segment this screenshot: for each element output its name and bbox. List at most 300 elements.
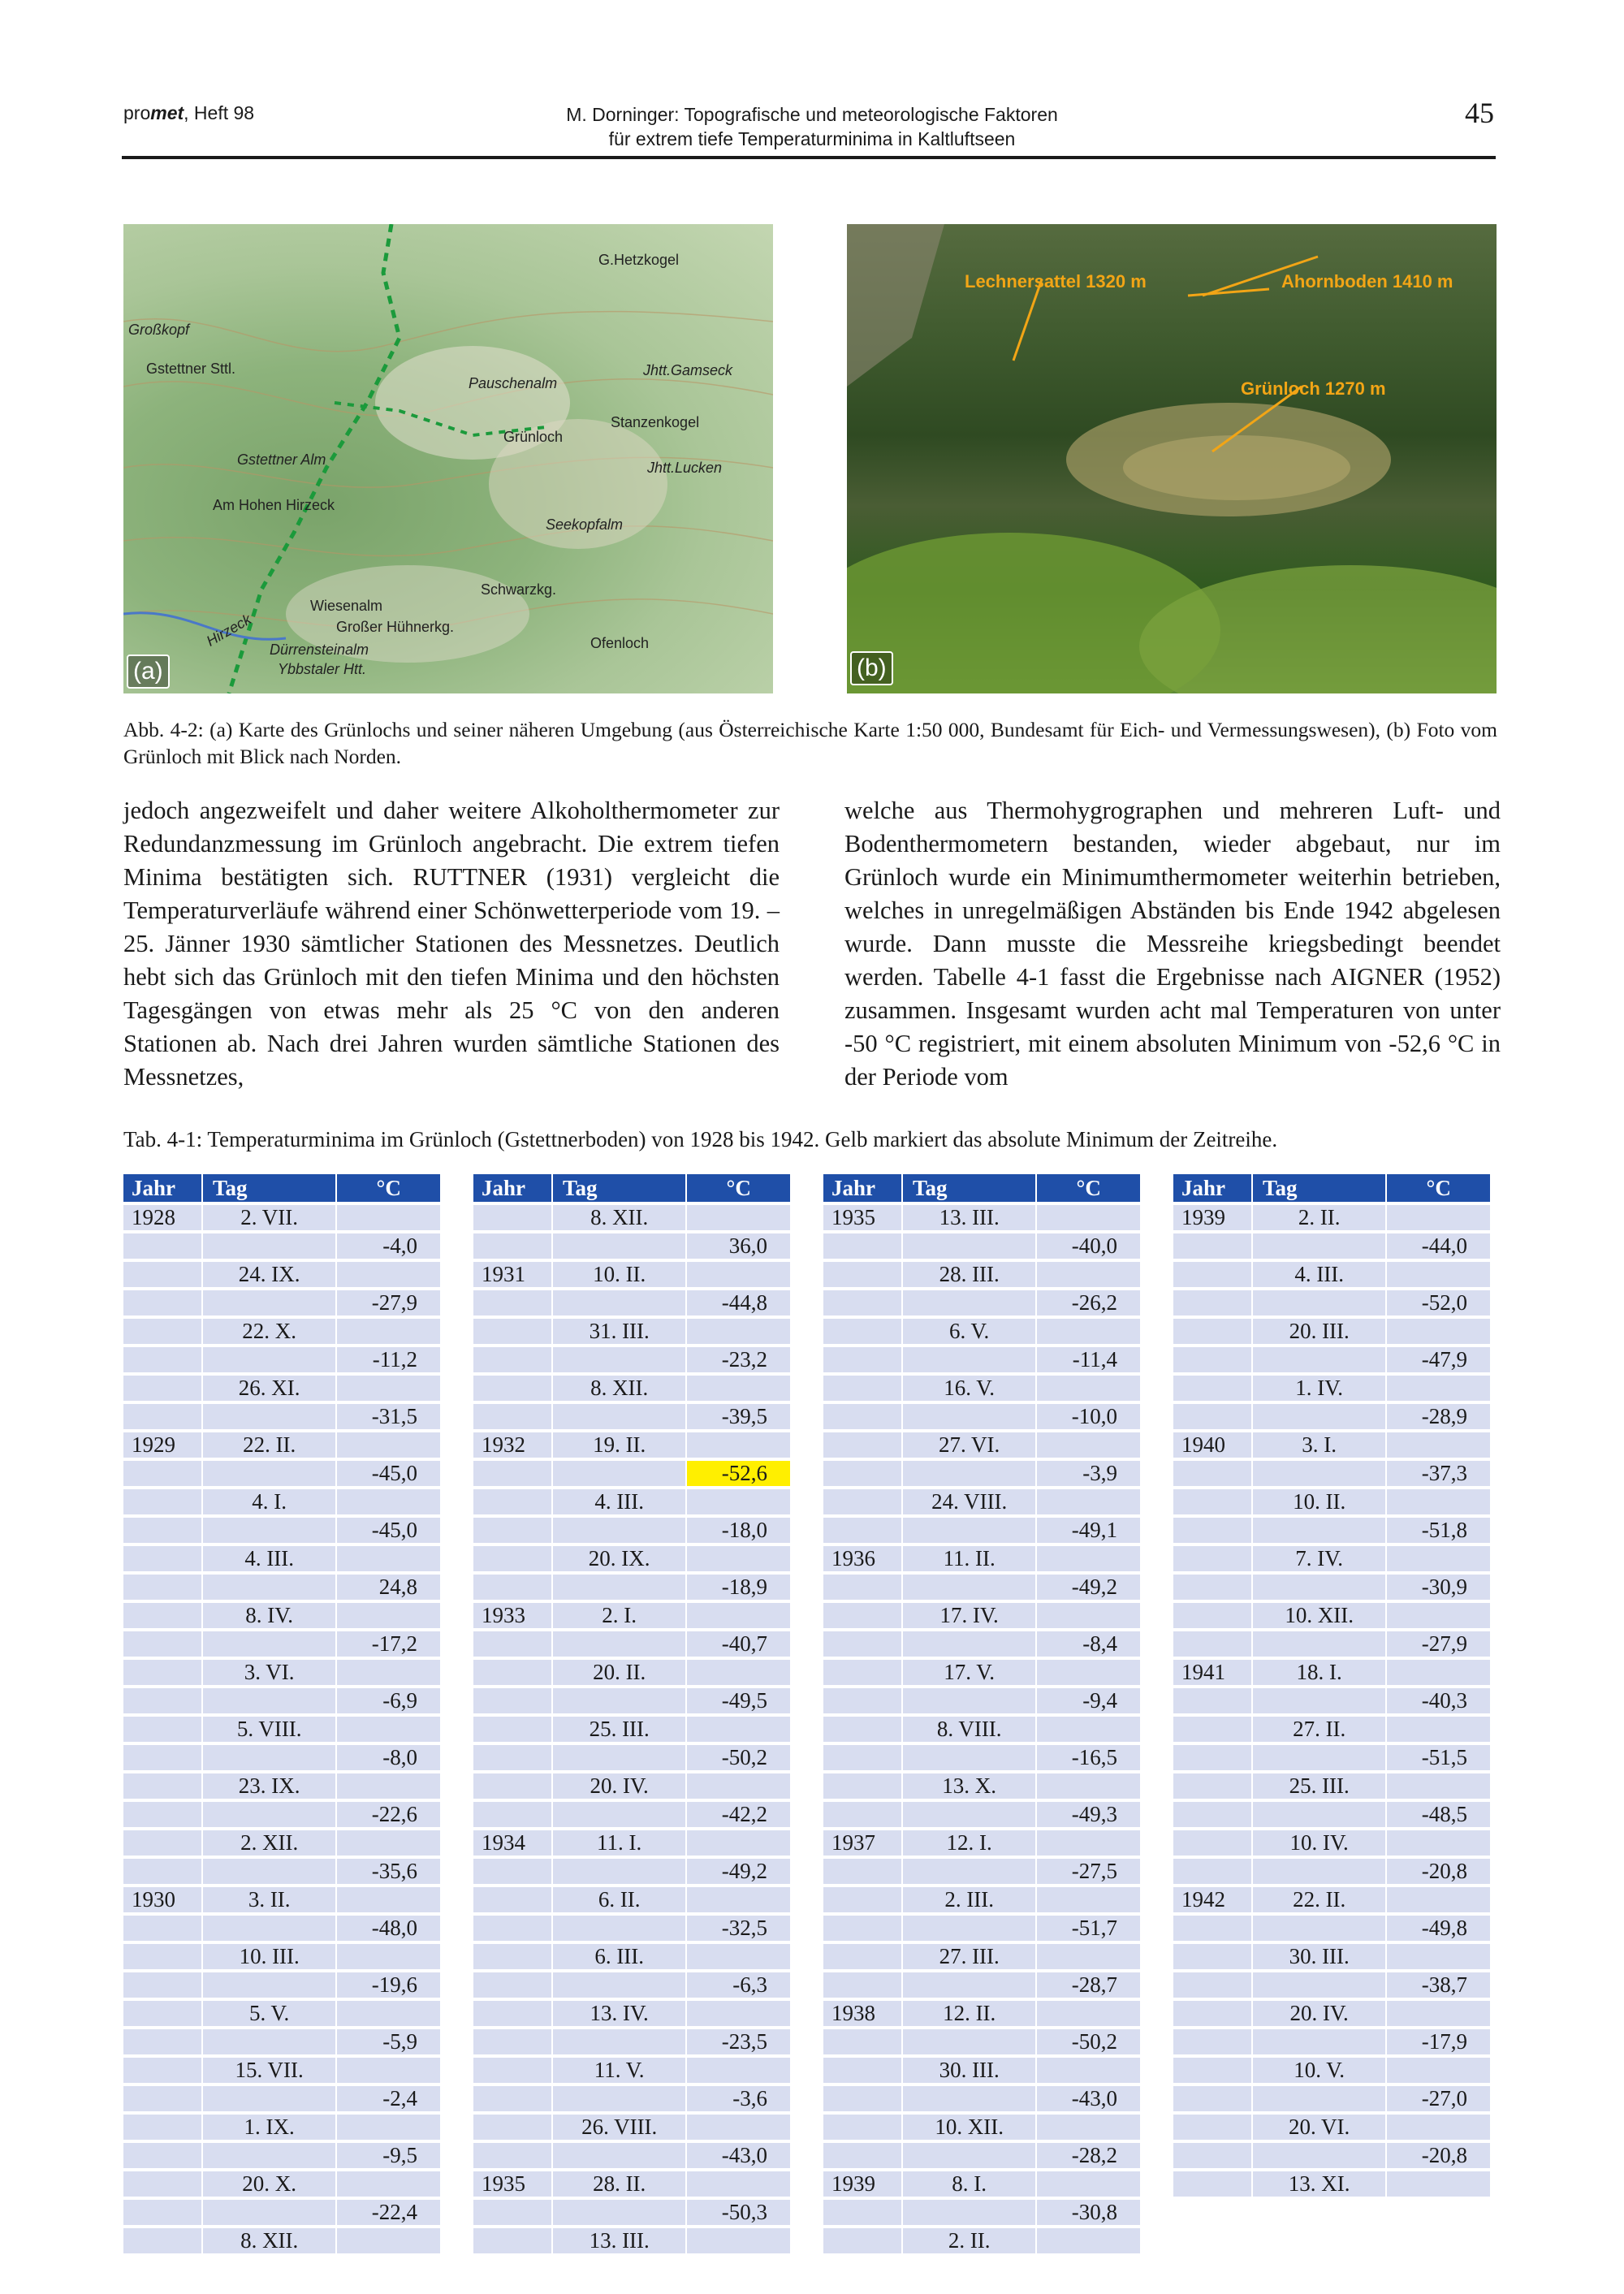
table-row: [123, 1830, 440, 1856]
cell-celsius: [1037, 1717, 1140, 1742]
cell-jahr: [123, 2115, 203, 2140]
table-row: [1173, 1546, 1490, 1571]
cell-celsius: -17,9: [1387, 2029, 1490, 2054]
cell-jahr: [823, 1376, 903, 1401]
cell-tag: [1253, 1575, 1387, 1600]
cell-celsius: [337, 1830, 440, 1856]
table-row: [473, 2001, 790, 2026]
table-caption: Tab. 4-1: Temperaturminima im Grünloch (Gstettnerboden) von 1928 bis 1942. Gelb markiert das absolute Minimum der Zeitreihe.: [123, 1127, 1278, 1151]
cell-jahr: [1173, 1518, 1253, 1543]
cell-tag: [1253, 1518, 1387, 1543]
table-row: [1173, 1518, 1490, 1543]
table-row: [823, 1233, 1140, 1259]
cell-jahr: [123, 1233, 203, 1259]
cell-jahr: [123, 1546, 203, 1571]
cell-jahr: [123, 1916, 203, 1941]
table-row: [123, 1233, 440, 1259]
cell-jahr: [473, 2086, 553, 2111]
table-row: [473, 2086, 790, 2111]
temperature-table-4: [1173, 1171, 1490, 2200]
table-row: [823, 2171, 1140, 2197]
cell-jahr: [473, 1802, 553, 1827]
cell-celsius: [337, 1660, 440, 1685]
cell-celsius: [337, 2058, 440, 2083]
map-place-14: Ofenloch: [590, 635, 650, 651]
cell-jahr: [123, 1660, 203, 1685]
cell-celsius: -28,9: [1387, 1404, 1490, 1429]
cell-celsius: -43,0: [1037, 2086, 1140, 2111]
cell-tag: [903, 2143, 1037, 2168]
table-row: [473, 1432, 790, 1458]
cell-celsius: [337, 1887, 440, 1912]
cell-tag: 22. II.: [1253, 1887, 1387, 1912]
cell-tag: 4. I.: [203, 1489, 337, 1514]
cell-celsius: [687, 1773, 790, 1799]
cell-celsius: [1387, 1830, 1490, 1856]
cell-jahr: [1173, 1575, 1253, 1600]
cell-tag: [903, 1233, 1037, 1259]
cell-celsius: [1387, 2001, 1490, 2026]
map-place-16: Ybbstaler Htt.: [278, 661, 367, 677]
cell-tag: [203, 1859, 337, 1884]
cell-jahr: [473, 1518, 553, 1543]
table-row: [123, 1432, 440, 1458]
cell-tag: 20. X.: [203, 2171, 337, 2197]
cell-tag: 3. I.: [1253, 1432, 1387, 1458]
cell-jahr: [473, 1404, 553, 1429]
cell-jahr: [823, 2115, 903, 2140]
table-row: [823, 1205, 1140, 1230]
cell-celsius: -20,8: [1387, 1859, 1490, 1884]
running-title-line1: M. Dorninger: Topografische und meteorologische Faktoren: [566, 104, 1058, 125]
cell-jahr: [473, 1489, 553, 1514]
cell-jahr: [123, 1461, 203, 1486]
cell-celsius: [687, 1660, 790, 1685]
cell-tag: [1253, 1745, 1387, 1770]
cell-celsius: [337, 2115, 440, 2140]
table-row: [473, 1290, 790, 1315]
map-place-4: Jhtt.Gamseck: [643, 362, 733, 378]
header-tag: Tag: [1253, 1174, 1387, 1202]
table-row: [823, 2058, 1140, 2083]
cell-celsius: -50,2: [687, 1745, 790, 1770]
table-row: [823, 1319, 1140, 1344]
cell-celsius: -3,9: [1037, 1461, 1140, 1486]
running-title-line2: für extrem tiefe Temperaturminima in Kaltluftseen: [608, 128, 1016, 149]
cell-tag: [903, 1518, 1037, 1543]
table-row: [1173, 1688, 1490, 1713]
cell-jahr: [1173, 1916, 1253, 1941]
table-row: [823, 1290, 1140, 1315]
cell-tag: 1. IV.: [1253, 1376, 1387, 1401]
cell-jahr: [823, 2228, 903, 2253]
header-celsius: °C: [337, 1174, 440, 1202]
cell-jahr: [473, 1631, 553, 1657]
table-row: [473, 1376, 790, 1401]
cell-tag: [553, 1631, 687, 1657]
table-row: [473, 2171, 790, 2197]
cell-tag: [203, 1916, 337, 1941]
cell-jahr: [123, 1575, 203, 1600]
cell-tag: 6. V.: [903, 1319, 1037, 1344]
cell-celsius: [337, 1319, 440, 1344]
cell-celsius: [1387, 1944, 1490, 1969]
cell-celsius: 24,8: [337, 1575, 440, 1600]
cell-tag: 10. II.: [1253, 1489, 1387, 1514]
cell-tag: 13. III.: [903, 1205, 1037, 1230]
cell-jahr: [823, 1233, 903, 1259]
cell-jahr: [473, 1916, 553, 1941]
cell-tag: 11. V.: [553, 2058, 687, 2083]
cell-tag: [553, 1461, 687, 1486]
cell-tag: 12. I.: [903, 1830, 1037, 1856]
cell-tag: [1253, 2029, 1387, 2054]
header-tag: Tag: [553, 1174, 687, 1202]
cell-celsius: [687, 1376, 790, 1401]
table-row: [473, 1745, 790, 1770]
cell-tag: 20. VI.: [1253, 2115, 1387, 2140]
journal-name: promet, Heft 98: [123, 102, 255, 123]
cell-jahr: [823, 1887, 903, 1912]
cell-jahr: 1928: [123, 1205, 203, 1230]
cell-tag: 20. III.: [1253, 1319, 1387, 1344]
cell-jahr: [823, 2029, 903, 2054]
table-row: [1173, 1916, 1490, 1941]
cell-jahr: [123, 1859, 203, 1884]
table-row: [1173, 1233, 1490, 1259]
cell-jahr: [123, 1404, 203, 1429]
cell-celsius: -3,6: [687, 2086, 790, 2111]
cell-celsius: [687, 2058, 790, 2083]
cell-celsius: [1037, 1432, 1140, 1458]
header-celsius: °C: [1037, 1174, 1140, 1202]
cell-jahr: 1939: [1173, 1205, 1253, 1230]
cell-tag: 8. XII.: [553, 1205, 687, 1230]
cell-tag: 20. II.: [553, 1660, 687, 1685]
cell-celsius: -23,2: [687, 1347, 790, 1372]
table-row: [123, 1205, 440, 1230]
cell-jahr: [473, 2228, 553, 2253]
cell-jahr: [1173, 2058, 1253, 2083]
table-row: [123, 1916, 440, 1941]
cell-jahr: [123, 1802, 203, 1827]
table-row: [1173, 1489, 1490, 1514]
cell-jahr: [473, 1347, 553, 1372]
cell-tag: 20. IV.: [1253, 2001, 1387, 2026]
cell-celsius: -18,9: [687, 1575, 790, 1600]
map-place-1: Großkopf: [128, 322, 190, 338]
cell-tag: 28. III.: [903, 1262, 1037, 1287]
cell-tag: 10. II.: [553, 1262, 687, 1287]
cell-tag: 27. VI.: [903, 1432, 1037, 1458]
map-place-9: Am Hohen Hirzeck: [213, 497, 335, 513]
cell-jahr: [1173, 1290, 1253, 1315]
cell-celsius: -17,2: [337, 1631, 440, 1657]
cell-celsius: -18,0: [687, 1518, 790, 1543]
cell-jahr: [473, 1745, 553, 1770]
cell-celsius: [687, 1944, 790, 1969]
cell-jahr: [823, 1717, 903, 1742]
cell-tag: 3. VI.: [203, 1660, 337, 1685]
cell-tag: [203, 1347, 337, 1372]
cell-tag: [1253, 1404, 1387, 1429]
table-row: [123, 1688, 440, 1713]
cell-celsius: [687, 1432, 790, 1458]
cell-celsius: [687, 1319, 790, 1344]
table-row: [473, 2029, 790, 2054]
cell-jahr: [823, 1575, 903, 1600]
cell-jahr: [473, 1319, 553, 1344]
cell-tag: 19. II.: [553, 1432, 687, 1458]
cell-celsius: [687, 1887, 790, 1912]
cell-tag: [553, 1347, 687, 1372]
table-row: [123, 1745, 440, 1770]
cell-jahr: [473, 1773, 553, 1799]
cell-tag: 6. III.: [553, 1944, 687, 1969]
table-row: [1173, 1802, 1490, 1827]
cell-tag: 8. XII.: [553, 1376, 687, 1401]
table-row: [473, 1262, 790, 1287]
cell-celsius: -28,2: [1037, 2143, 1140, 2168]
cell-jahr: 1929: [123, 1432, 203, 1458]
cell-celsius: -42,2: [687, 1802, 790, 1827]
cell-tag: [553, 2029, 687, 2054]
cell-tag: [1253, 1347, 1387, 1372]
cell-tag: [903, 1290, 1037, 1315]
cell-jahr: [473, 1688, 553, 1713]
table-row: [823, 1972, 1140, 1998]
cell-jahr: 1935: [473, 2171, 553, 2197]
header-rule: [122, 156, 1496, 159]
cell-celsius: [1037, 1262, 1140, 1287]
cell-celsius: [1387, 2115, 1490, 2140]
cell-jahr: [823, 1916, 903, 1941]
table-row: [1173, 1347, 1490, 1372]
cell-jahr: [123, 1518, 203, 1543]
cell-tag: [203, 2200, 337, 2225]
cell-jahr: [123, 1773, 203, 1799]
cell-jahr: [123, 2200, 203, 2225]
cell-jahr: [823, 1859, 903, 1884]
body-left-column: jedoch angezweifelt und daher weitere Alkoholthermometer zur Redundanzmessung im Grünloch angebracht. Die extrem tiefen Minima bestätigten sich. RUTTNER (1931) vergleicht die Temperaturverläufe während einer Schönwetterperiode vom 19. – 25. Jänner 1930 sämtlicher Stationen des Messnetzes. Deutlich hebt sich das Grünloch mit den tiefen Minima und den höchsten Tagesgängen von etwas mehr als 25 °C von den anderen Stationen ab. Nach drei Jahren wurden sämtliche Stationen des Messnetzes,: [123, 797, 780, 1091]
table-row: [823, 1404, 1140, 1429]
cell-tag: [203, 1575, 337, 1600]
cell-celsius: [1387, 1660, 1490, 1685]
cell-tag: 13. III.: [553, 2228, 687, 2253]
table-row: [1173, 1830, 1490, 1856]
table-row: [473, 2200, 790, 2225]
cell-tag: 2. VII.: [203, 1205, 337, 1230]
cell-jahr: [123, 1262, 203, 1287]
map-place-12: Wiesenalm: [310, 598, 383, 614]
cell-tag: [553, 1518, 687, 1543]
cell-tag: 8. VIII.: [903, 1717, 1037, 1742]
cell-tag: 27. III.: [903, 1944, 1037, 1969]
cell-tag: 16. V.: [903, 1376, 1037, 1401]
cell-celsius: [337, 1432, 440, 1458]
cell-celsius: -4,0: [337, 1233, 440, 1259]
table-row: [123, 1546, 440, 1571]
cell-celsius: -45,0: [337, 1518, 440, 1543]
cell-tag: [203, 1688, 337, 1713]
table-row: [1173, 1575, 1490, 1600]
cell-tag: [903, 2200, 1037, 2225]
table-row: [123, 1773, 440, 1799]
map-place-8: Jhtt.Lucken: [647, 460, 723, 476]
table-row: [123, 1489, 440, 1514]
cell-jahr: [473, 2029, 553, 2054]
table-row: [473, 1347, 790, 1372]
cell-tag: 15. VII.: [203, 2058, 337, 2083]
cell-celsius: [337, 2171, 440, 2197]
cell-celsius: [1037, 2115, 1140, 2140]
cell-celsius: [337, 1546, 440, 1571]
table-row: [823, 1887, 1140, 1912]
table-row: [1173, 1376, 1490, 1401]
table-row: [1173, 2086, 1490, 2111]
cell-celsius: -40,3: [1387, 1688, 1490, 1713]
cell-celsius: -49,2: [1037, 1575, 1140, 1600]
cell-celsius: [337, 1773, 440, 1799]
map-place-2: Gstettner Sttl.: [146, 361, 236, 377]
table-row: [473, 1660, 790, 1685]
cell-jahr: [123, 2086, 203, 2111]
cell-jahr: [1173, 2001, 1253, 2026]
cell-jahr: [123, 1745, 203, 1770]
table-row: [473, 1859, 790, 1884]
cell-celsius: -28,7: [1037, 1972, 1140, 1998]
table-row: [473, 1802, 790, 1827]
cell-tag: 23. IX.: [203, 1773, 337, 1799]
cell-celsius: 36,0: [687, 1233, 790, 1259]
cell-celsius: -43,0: [687, 2143, 790, 2168]
cell-jahr: [1173, 1944, 1253, 1969]
cell-jahr: [1173, 1376, 1253, 1401]
cell-celsius: -9,5: [337, 2143, 440, 2168]
header-tag: Tag: [203, 1174, 337, 1202]
cell-tag: [203, 1802, 337, 1827]
cell-jahr: [473, 2200, 553, 2225]
cell-tag: 10. XII.: [1253, 1603, 1387, 1628]
cell-celsius: -10,0: [1037, 1404, 1140, 1429]
cell-jahr: [1173, 2086, 1253, 2111]
cell-jahr: [1173, 1830, 1253, 1856]
table-row: [1173, 2001, 1490, 2026]
cell-tag: [1253, 1972, 1387, 1998]
cell-tag: [553, 2143, 687, 2168]
cell-celsius: [1387, 1717, 1490, 1742]
cell-celsius: [337, 1489, 440, 1514]
cell-celsius: -8,0: [337, 1745, 440, 1770]
cell-celsius: -8,4: [1037, 1631, 1140, 1657]
cell-jahr: [1173, 1802, 1253, 1827]
cell-jahr: [473, 1290, 553, 1315]
cell-tag: [1253, 1290, 1387, 1315]
cell-jahr: [823, 2200, 903, 2225]
cell-jahr: [823, 1290, 903, 1315]
table-row: [1173, 1944, 1490, 1969]
cell-jahr: [473, 1717, 553, 1742]
cell-tag: 2. II.: [903, 2228, 1037, 2253]
cell-tag: 27. II.: [1253, 1717, 1387, 1742]
table-row: [123, 1575, 440, 1600]
cell-jahr: 1931: [473, 1262, 553, 1287]
cell-celsius: -40,7: [687, 1631, 790, 1657]
cell-tag: 22. II.: [203, 1432, 337, 1458]
cell-celsius: [687, 1489, 790, 1514]
cell-jahr: [473, 1887, 553, 1912]
cell-tag: 3. II.: [203, 1887, 337, 1912]
cell-jahr: [473, 2058, 553, 2083]
cell-jahr: [123, 1603, 203, 1628]
table-row: [823, 1546, 1140, 1571]
cell-celsius: -45,0: [337, 1461, 440, 1486]
cell-celsius: -22,4: [337, 2200, 440, 2225]
cell-tag: 12. II.: [903, 2001, 1037, 2026]
cell-tag: 25. III.: [553, 1717, 687, 1742]
cell-tag: 26. VIII.: [553, 2115, 687, 2140]
table-row: [1173, 1773, 1490, 1799]
table-row: [123, 2171, 440, 2197]
cell-celsius: [337, 1717, 440, 1742]
table-row: [1173, 1859, 1490, 1884]
table-row: [823, 2143, 1140, 2168]
table-row: [823, 1859, 1140, 1884]
table-row: [473, 1944, 790, 1969]
map-place-13: Großer Hühnerkg.: [336, 619, 455, 635]
cell-tag: [203, 1518, 337, 1543]
cell-celsius: -20,8: [1387, 2143, 1490, 2168]
cell-celsius: -5,9: [337, 2029, 440, 2054]
header-jahr: Jahr: [823, 1174, 903, 1202]
cell-jahr: [823, 1745, 903, 1770]
cell-celsius: [337, 1205, 440, 1230]
table-row: [823, 1773, 1140, 1799]
table-row: [823, 1745, 1140, 1770]
table-row: [473, 1717, 790, 1742]
cell-celsius: [337, 2228, 440, 2253]
cell-tag: 8. IV.: [203, 1603, 337, 1628]
cell-tag: 8. XII.: [203, 2228, 337, 2253]
cell-celsius: [1387, 1319, 1490, 1344]
cell-celsius: -51,8: [1387, 1518, 1490, 1543]
temperature-table-3: [823, 1171, 1140, 2257]
cell-tag: 2. I.: [553, 1603, 687, 1628]
cell-celsius: [1387, 1376, 1490, 1401]
cell-celsius: -39,5: [687, 1404, 790, 1429]
cell-jahr: [123, 1319, 203, 1344]
table-row: [123, 1262, 440, 1287]
cell-tag: [903, 2086, 1037, 2111]
map-place-6: Grünloch: [503, 429, 564, 445]
cell-tag: [1253, 1916, 1387, 1941]
cell-tag: [203, 1972, 337, 1998]
cell-jahr: [823, 1944, 903, 1969]
cell-tag: [553, 1859, 687, 1884]
cell-jahr: [123, 2058, 203, 2083]
map-place-7: Gstettner Alm: [237, 451, 326, 468]
cell-jahr: [1173, 1461, 1253, 1486]
cell-celsius: [1037, 1546, 1140, 1571]
cell-jahr: [1173, 1546, 1253, 1571]
cell-tag: [1253, 1802, 1387, 1827]
cell-tag: 13. IV.: [553, 2001, 687, 2026]
cell-celsius: [1037, 1376, 1140, 1401]
cell-tag: [903, 1972, 1037, 1998]
map-place-5: Stanzenkogel: [611, 414, 700, 430]
cell-tag: [903, 1916, 1037, 1941]
cell-jahr: [1173, 2029, 1253, 2054]
